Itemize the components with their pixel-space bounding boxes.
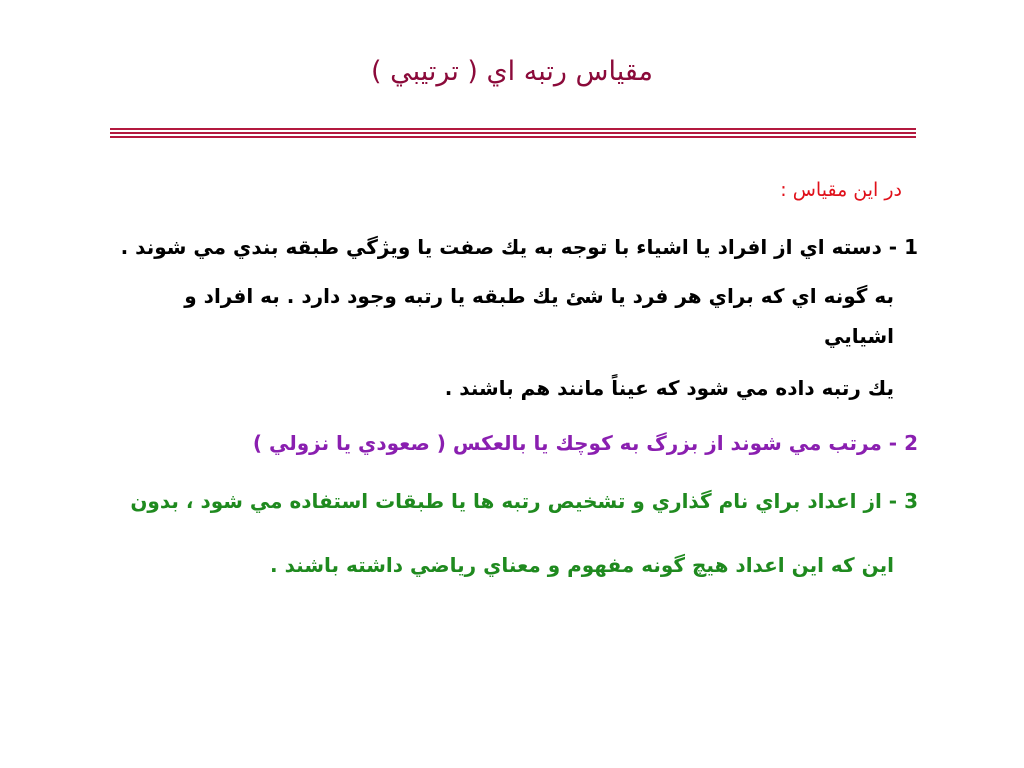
slide-title: مقياس رتبه اي ( ترتيبي )	[371, 56, 653, 87]
list-item-2	[108, 426, 918, 460]
item-2-number: 2 -	[881, 431, 918, 455]
item-3-number: 3 -	[881, 489, 918, 513]
slide-body	[108, 170, 918, 582]
item-1-text-1: دسته اي از افراد يا اشياء با توجه به يك صفت يا ويژگي طبقه بندي مي شوند .	[120, 235, 882, 259]
divider-line-bottom	[110, 136, 916, 138]
item-3-line-1	[108, 484, 918, 518]
item-1-line-3: يك رتبه داده مي شود كه عيناً مانند هم باشند .	[444, 376, 894, 400]
item-1-number: 1 -	[881, 235, 918, 259]
item-2-line-1	[108, 426, 918, 460]
item-2-text-1: مرتب مي شوند از بزرگ به كوچك يا بالعكس ( صعودي يا نزولي )	[252, 431, 882, 455]
item-1-line-2: به گونه اي كه براي هر فرد يا شئ يك طبقه يا رتبه وجود دارد . به افراد و اشيايي	[184, 284, 894, 348]
item-3-line-2: اين كه اين اعداد هيچ گونه مفهوم و معناي رياضي داشته باشند .	[270, 553, 894, 577]
title-divider	[110, 128, 916, 138]
divider-line-middle	[110, 132, 916, 134]
item-3-text-1: از اعداد براي نام گذاري و تشخيص رتبه ها يا طبقات استفاده مي شود ، بدون	[130, 489, 882, 513]
item-1-line-1	[108, 230, 918, 264]
divider-line-top	[110, 128, 916, 130]
list-item-1	[108, 230, 918, 408]
list-item-3	[108, 484, 918, 582]
intro-text: در اين مقياس :	[780, 179, 902, 201]
